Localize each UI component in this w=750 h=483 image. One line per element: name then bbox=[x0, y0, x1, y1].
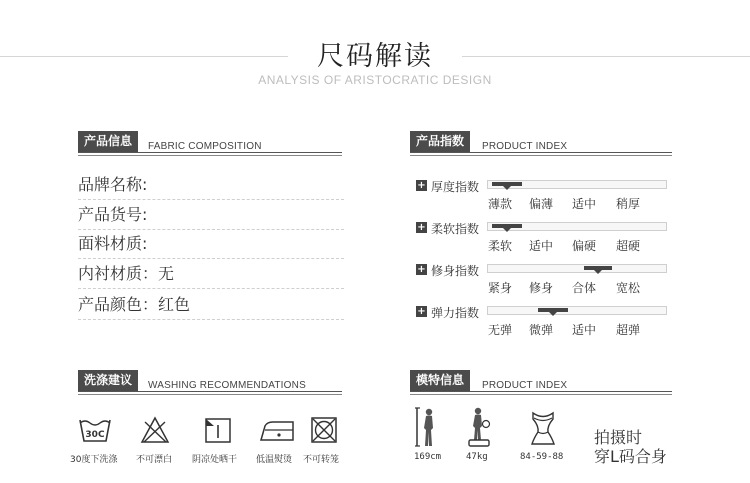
model-weight-icon bbox=[466, 406, 492, 448]
index-plus-icon: + bbox=[417, 222, 426, 233]
index-bar bbox=[487, 180, 667, 189]
model-info-tag-en: PRODUCT INDEX bbox=[482, 380, 568, 391]
shade-dry-icon bbox=[204, 416, 232, 444]
model-info-header bbox=[410, 370, 672, 392]
product-index-header bbox=[410, 131, 672, 153]
index-label: 柔软 bbox=[487, 239, 512, 253]
page-title: 尺码解读 bbox=[317, 41, 433, 72]
index-bar bbox=[487, 222, 667, 231]
washing-header bbox=[78, 370, 342, 392]
info-row-brand bbox=[78, 170, 344, 200]
low-iron-icon bbox=[259, 418, 295, 442]
index-label: 偏硬 bbox=[571, 239, 596, 253]
index-plus-icon: + bbox=[417, 180, 426, 191]
model-weight: 47kg bbox=[466, 452, 488, 462]
index-name: 修身指数 bbox=[431, 264, 480, 278]
no-bleach-icon bbox=[140, 416, 170, 444]
info-row-fabric bbox=[78, 229, 344, 259]
index-label: 稍厚 bbox=[615, 197, 640, 211]
wash-caption-shade-dry: 阴凉处晒干 bbox=[192, 455, 238, 465]
index-name: 弹力指数 bbox=[431, 306, 480, 320]
index-name: 柔软指数 bbox=[431, 222, 480, 236]
info-text: 产品货号: bbox=[78, 205, 148, 224]
index-label: 宽松 bbox=[615, 281, 640, 295]
info-text: 产品颜色：红色 bbox=[78, 295, 191, 314]
wash-caption-low-iron: 低温熨烫 bbox=[256, 455, 293, 465]
info-text: 面料材质: bbox=[78, 234, 148, 253]
info-text: 内衬材质：无 bbox=[78, 264, 175, 283]
model-info-tag: 模特信息 bbox=[410, 370, 470, 391]
product-info-tag-en: FABRIC COMPOSITION bbox=[148, 141, 262, 152]
model-height-icon bbox=[414, 406, 440, 448]
index-label: 无弹 bbox=[487, 323, 512, 337]
info-row-color bbox=[78, 290, 344, 320]
info-row-sku bbox=[78, 200, 344, 230]
index-marker-pointer bbox=[594, 270, 602, 274]
index-label: 适中 bbox=[571, 197, 596, 211]
product-info-header bbox=[78, 131, 342, 153]
info-text: 品牌名称: bbox=[78, 175, 148, 194]
index-label: 薄款 bbox=[487, 197, 512, 211]
index-label: 超弹 bbox=[615, 323, 640, 337]
index-label: 超硬 bbox=[615, 239, 640, 253]
model-note-line2: 穿L码合身 bbox=[594, 447, 667, 466]
index-plus-icon: + bbox=[417, 264, 426, 275]
index-label: 偏薄 bbox=[528, 197, 553, 211]
model-note-line1: 拍摄时 bbox=[594, 428, 643, 447]
index-label: 适中 bbox=[528, 239, 553, 253]
index-marker-pointer bbox=[503, 228, 511, 232]
model-height: 169cm bbox=[414, 452, 442, 462]
no-tumble-dry-icon bbox=[310, 416, 338, 444]
product-index-tag-en: PRODUCT INDEX bbox=[482, 141, 568, 152]
svg-text:30C: 30C bbox=[85, 430, 105, 440]
index-label: 合体 bbox=[571, 281, 596, 295]
info-row-lining bbox=[78, 259, 344, 289]
index-marker-pointer bbox=[549, 312, 557, 316]
wash-30c-icon bbox=[78, 416, 112, 444]
washing-tag-en: WASHING RECOMMENDATIONS bbox=[148, 380, 306, 391]
washing-tag: 洗涤建议 bbox=[78, 370, 138, 391]
index-bar bbox=[487, 306, 667, 315]
index-label: 微弹 bbox=[528, 323, 553, 337]
index-label: 适中 bbox=[571, 323, 596, 337]
index-name: 厚度指数 bbox=[431, 180, 480, 194]
index-bar bbox=[487, 264, 667, 273]
index-marker-pointer bbox=[503, 186, 511, 190]
wash-caption-no-bleach: 不可漂白 bbox=[136, 455, 173, 465]
page-subtitle: ANALYSIS OF ARISTOCRATIC DESIGN bbox=[258, 73, 492, 87]
model-measurements-icon bbox=[528, 410, 558, 446]
index-label: 紧身 bbox=[487, 281, 512, 295]
model-measurements: 84-59-88 bbox=[520, 452, 564, 462]
product-info-tag: 产品信息 bbox=[78, 131, 138, 152]
wash-caption-30c: 30度下洗涤 bbox=[70, 455, 118, 465]
wash-caption-no-tumble: 不可转笼 bbox=[303, 455, 340, 465]
product-index-tag: 产品指数 bbox=[410, 131, 470, 152]
index-label: 修身 bbox=[528, 281, 553, 295]
index-plus-icon: + bbox=[417, 306, 426, 317]
